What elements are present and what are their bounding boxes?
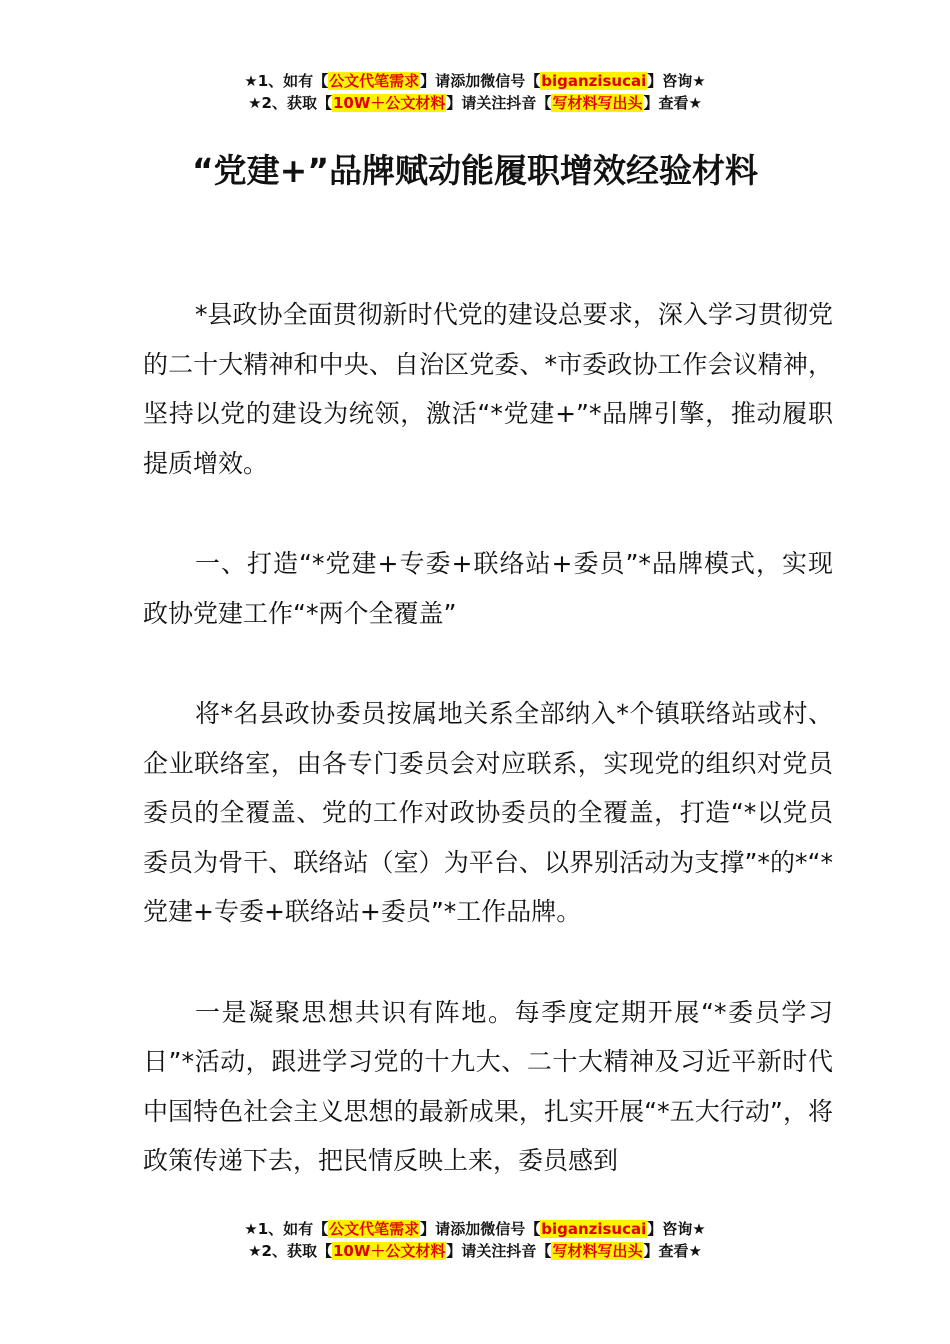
banner-emphasis: 添加 [450,1220,481,1238]
banner-text: 】请 [420,1220,451,1238]
document-title: “党建+”品牌赋动能履职增效经验材料 [191,151,759,190]
banner-highlight-wechat: biganzisucai [541,72,647,90]
banner-highlight: 10W＋公文材料 [332,94,446,112]
banner-emphasis: 添加 [450,72,481,90]
banner-text: ★1、如有【 [244,72,329,90]
banner-text: 】请 [446,1242,477,1260]
banner-text: 】查看★ [643,94,702,112]
document-body [143,290,833,1237]
banner-line-1 [0,70,950,92]
banner-text: 】请 [420,72,451,90]
banner-emphasis: 关注 [476,94,507,112]
banner-highlight-douyin: 写材料写出头 [552,1242,643,1260]
banner-text: 】请 [446,94,477,112]
banner-text: ★2、获取【 [248,94,332,112]
paragraph: 一是凝聚思想共识有阵地。每季度定期开展“*委员学习日”*活动，跟进学习党的十九大、二十大精神及习近平新时代中国特色社会主义思想的最新成果，扎实开展“*五大行动”，将政策传递下去，把民情反映上来，委员感到 [143,997,833,1175]
banner-line-1 [0,1218,950,1240]
banner-text: 抖音【 [506,94,552,112]
banner-highlight: 公文代笔需求 [329,1220,420,1238]
banner-text: 】查看★ [643,1242,702,1260]
banner-highlight: 公文代笔需求 [329,72,420,90]
banner-emphasis: 关注 [476,1242,507,1260]
banner-text: ★2、获取【 [248,1242,332,1260]
banner-text: 微信号【 [480,1220,541,1238]
section-heading: 一、打造“*党建+专委+联络站+委员”*品牌模式，实现政协党建工作“*两个全覆盖” [143,549,833,628]
banner-text: ★1、如有【 [244,1220,329,1238]
banner-line-2 [0,92,950,114]
banner-text: 】咨询★ [647,72,706,90]
footer-banner [0,1218,950,1262]
banner-text: 微信号【 [480,72,541,90]
banner-highlight: 10W＋公文材料 [332,1242,446,1260]
header-banner [0,70,950,114]
banner-highlight-wechat: biganzisucai [541,1220,647,1238]
banner-highlight-douyin: 写材料写出头 [552,94,643,112]
paragraph: 将*名县政协委员按属地关系全部纳入*个镇联络站或村、企业联络室，由各专门委员会对应联系，实现党的组织对党员委员的全覆盖、党的工作对政协委员的全覆盖，打造“*以党员委员为骨干、联络站（室）为平台、以界别活动为支撑”*的*“*党建+专委+联络站+委员”*工作品牌。 [143,699,833,926]
banner-line-2 [0,1240,950,1262]
banner-text: 抖音【 [506,1242,552,1260]
banner-text: 】咨询★ [647,1220,706,1238]
paragraph-intro: *县政协全面贯彻新时代党的建设总要求，深入学习贯彻党的二十大精神和中央、自治区党委、*市委政协工作会议精神，坚持以党的建设为统领，激活“*党建+”*品牌引擎，推动履职提质增效。 [143,300,833,478]
